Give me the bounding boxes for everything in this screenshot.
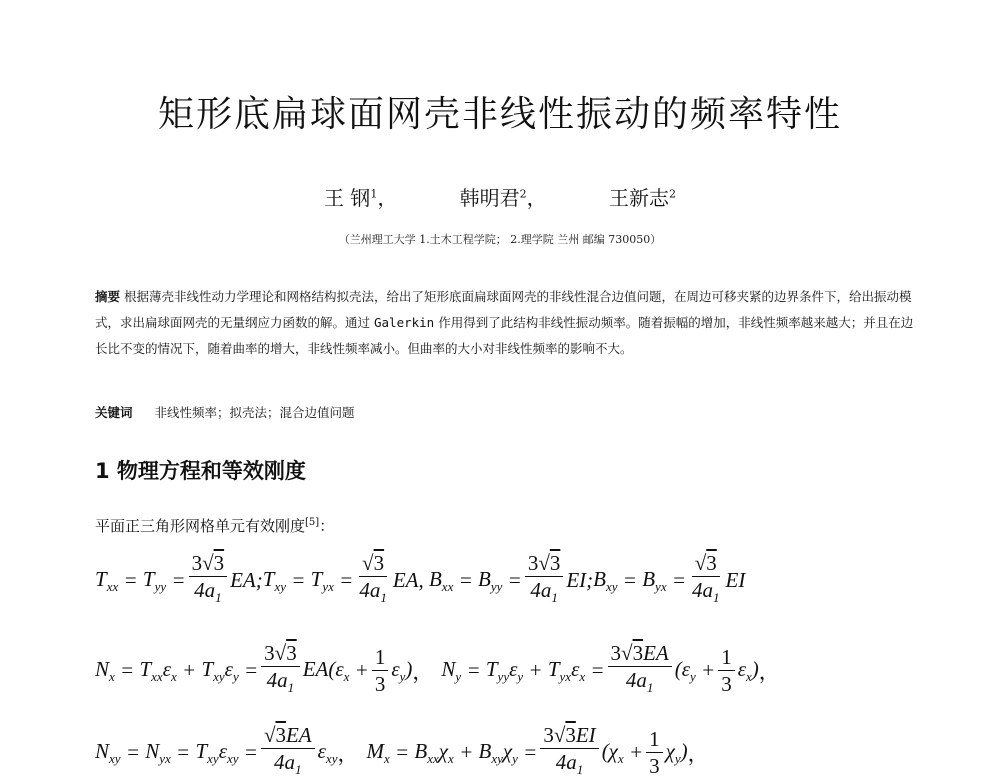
paper-title: 矩形底扁球面网壳非线性振动的频率特性 [157, 94, 842, 135]
author-item [460, 182, 547, 211]
affiliation: （兰州理工大学 1.土木工程学院； 2.理学院 兰州 邮编 730050） [338, 233, 662, 246]
intro-text: 平面正三角形网格单元有效刚度 [95, 517, 306, 535]
author-separator: ， [377, 186, 398, 210]
intro-end: ： [319, 517, 335, 535]
equation-shear-moment: $N_{xy}$ = $N_{yx}$ = $T_{xy}\varepsilon_{xy}$ = $\frac{√3EA}{4a_1}$ $\varepsilon_{xy}$ ， $M_x$ = $B_{xx}\chi_x$ + $B_{xy}\chi_y$ = $\frac{3√3EI}{4a_1}$ ($\chi_x$ + $\frac{1}{3}$ $\chi_y$) ， [95, 723, 709, 778]
keywords [95, 403, 355, 421]
author-affil-mark: 2 [669, 187, 677, 201]
abstract-label: 摘要 [95, 289, 121, 304]
abstract [95, 284, 915, 362]
section-heading: 1 物理方程和等效刚度 [95, 459, 306, 483]
equation-stiffness: $T_{xx}$ = $T_{yy}$ = $\frac{3√3}{4a_1}$ EA; $T_{xy}$ = $T_{yx}$ = $\frac{√3}{4a_1}$ EA , $B_{xx}$ = $B_{yy}$ = $\frac{3√3}{4a_1}$ EI; $B_{xy}$ = $B_{yx}$ = $\frac{√3}{4a_1}$ EI [95, 551, 746, 605]
abstract-text-part1: 根据薄壳非线性动力学理论和网格结构拟壳法，给出了矩形底面扁球面网壳的非线性混合边值问题，在周边可移夹紧的边界条件下，给出振动模式，求出扁球面网壳的无量纲应力函数的解。通过 [95, 289, 912, 330]
keywords-label: 关键词 [95, 405, 133, 420]
equation-internal-forces: $N_x$ = $T_{xx}\varepsilon_x$ + $T_{xy}\varepsilon_y$ = $\frac{3√3}{4a_1}$ $EA(\varepsilon_x$ + $\frac{1}{3}$ $\varepsilon_y$) ， $N_y$ = $T_{yy}\varepsilon_y$ + $T_{yx}\varepsilon_x$ = $\frac{3√3EA}{4a_1}$ ($\varepsilon_y$ + $\frac{1}{3}$ $\varepsilon_x$) ， [95, 641, 780, 696]
citation-ref: [5] [305, 517, 320, 528]
author-name: 韩明君 [459, 186, 520, 210]
keywords-text: 非线性频率；拟壳法；混合边值问题 [154, 405, 355, 420]
author-list [0, 182, 1000, 211]
author-name: 王 钢 [323, 186, 371, 210]
author-item [324, 182, 397, 211]
author-separator: ， [526, 186, 547, 210]
abstract-method: Galerkin [374, 315, 435, 330]
author-affil-mark: 2 [519, 187, 527, 201]
abstract-text-part2: 作用得到了此结构非线性振动频率。随着振幅的增加，非线性频率越来越大；并且在边长比不变的情况下，随着曲率的增大，非线性频率减小。但曲率的大小对非线性频率的影响不大。 [95, 315, 914, 356]
author-affil-mark: 1 [370, 187, 378, 201]
author-name: 王新志 [609, 186, 670, 210]
author-item [609, 182, 676, 211]
section-intro [95, 515, 334, 536]
